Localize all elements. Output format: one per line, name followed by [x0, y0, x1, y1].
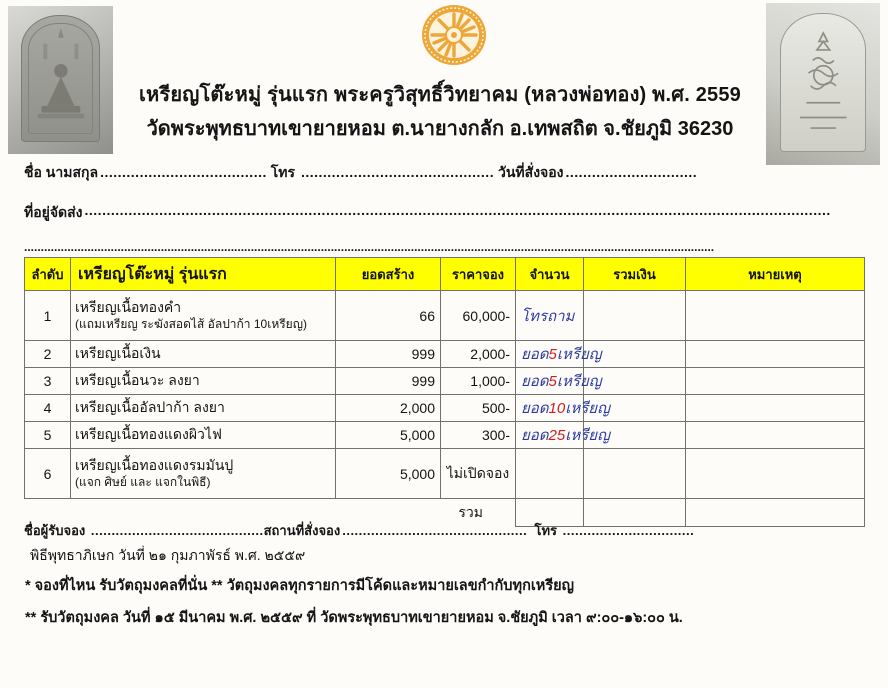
col-header-no: ลำดับ	[25, 258, 71, 291]
reserve-price: 60,000-	[441, 291, 516, 341]
seated-monk-figure	[22, 16, 100, 141]
address-fill-field-line2: ...............................................................................................................................................................................................................	[24, 240, 715, 254]
made-count: 999	[336, 341, 441, 368]
reserve-price: ไม่เปิดจอง	[441, 449, 516, 499]
quantity-note	[516, 291, 584, 341]
table-header-row	[25, 258, 865, 291]
order-place-label: สถานที่สั่งจอง	[263, 523, 341, 538]
reserve-price: 2,000-	[441, 341, 516, 368]
qty-unit: เหรียญ	[565, 427, 610, 444]
receiver-phone-fill-field: ................................	[562, 523, 695, 538]
total-money-cell	[584, 291, 686, 341]
quantity-note	[516, 341, 602, 368]
quantity-note	[516, 449, 584, 499]
made-count: 66	[336, 291, 441, 341]
table-row	[25, 341, 865, 368]
qty-text: ยอด	[521, 373, 549, 390]
col-header-qty: จำนวน	[516, 258, 584, 291]
name-label: ชื่อ นามสกุล	[24, 164, 99, 180]
amulet-back-photo	[766, 3, 880, 165]
table-row	[25, 368, 865, 395]
phone-label: โทร	[270, 164, 296, 180]
item-name: เหรียญเนื้ออัลปาก้า ลงยา	[71, 395, 336, 422]
made-count: 999	[336, 368, 441, 395]
footnote-pickup-date: ** รับวัตถุมงคล วันที่ ๑๕ มีนาคม พ.ศ. ๒๕๕๙ ที่ วัดพระพุทธบาทเขายายหอม จ.ชัยภูมิ เวลา ๙:๐๐-๑๖:๐๐ น.	[25, 610, 683, 626]
row-number: 6	[25, 449, 71, 499]
item-name-main: เหรียญเนื้อทองคำ	[75, 299, 182, 316]
order-date-label: วันที่สั่งจอง	[497, 164, 564, 180]
made-count: 5,000	[336, 449, 441, 499]
remark-cell	[686, 422, 865, 449]
dharma-wheel-icon	[421, 3, 487, 67]
made-count: 2,000	[336, 395, 441, 422]
col-header-price: ราคาจอง	[441, 258, 516, 291]
row-number: 3	[25, 368, 71, 395]
total-money-cell	[584, 449, 686, 499]
item-name-sub: (แจก ศิษย์ และ แจกในพิธี)	[75, 474, 211, 489]
row-number: 2	[25, 341, 71, 368]
qty-number: 5	[548, 346, 557, 363]
name-fill-field: ......................................	[100, 164, 267, 180]
qty-number: 10	[548, 400, 566, 417]
remark-cell	[686, 449, 865, 499]
total-label: รวม	[25, 499, 516, 527]
col-header-total: รวมเงิน	[584, 258, 686, 291]
phone-fill-field: ............................................	[300, 164, 495, 180]
receiver-label: ชื่อผู้รับจอง	[24, 523, 86, 538]
remark-cell	[686, 368, 865, 395]
item-name: เหรียญเนื้อนวะ ลงยา	[71, 368, 336, 395]
col-header-remark: หมายเหตุ	[686, 258, 865, 291]
address-fill-field: ..........................................................................................................................................................................	[84, 202, 831, 218]
quantity-note	[516, 395, 610, 422]
receiver-line	[24, 520, 866, 541]
remark-cell	[686, 341, 865, 368]
consecration-ceremony-line: พิธีพุทธาภิเษก วันที่ ๒๑ กุมภาพัรธ์ พ.ศ. ๒๕๕๙	[30, 547, 306, 563]
row-number: 1	[25, 291, 71, 341]
order-place-fill-field: .............................................	[342, 523, 528, 538]
qty-number: 25	[548, 427, 566, 444]
address-label: ที่อยู่จัดส่ง	[24, 204, 83, 220]
reserve-price: 1,000-	[441, 368, 516, 395]
order-date-fill-field: ..............................	[565, 164, 698, 180]
name-phone-date-line	[24, 162, 866, 184]
amulet-front-photo	[8, 6, 113, 154]
document-title-line2: วัดพระพุทธบาทเขายายหอม ต.นายางกลัก อ.เทพสถิต จ.ชัยภูมิ 36230	[146, 118, 734, 140]
col-header-item: เหรียญโต๊ะหมู่ รุ่นแรก	[71, 258, 336, 291]
item-name: เหรียญเนื้อทองแดงผิวไฟ	[71, 422, 336, 449]
row-number: 5	[25, 422, 71, 449]
shipping-address-line	[24, 202, 866, 224]
row-number: 4	[25, 395, 71, 422]
amulet-front-plaque	[21, 15, 101, 142]
order-table	[24, 257, 865, 527]
item-name	[71, 291, 336, 341]
qty-unit: เหรียญ	[556, 373, 602, 390]
document-title-line1: เหรียญโต๊ะหมู่ รุ่นแรก พระครูวิสุทธิ์วิทยาคม (หลวงพ่อทอง) พ.ศ. 2559	[138, 84, 742, 106]
footnote-pickup-rule: * จองที่ไหน รับวัตถุมงคลที่นั่น ** วัตถุมงคลทุกรายการมีโค้ดและหมายเลขกำกับทุกเหรียญ	[25, 578, 575, 594]
qty-text: ยอด	[521, 346, 549, 363]
qty-text: ยอด	[521, 427, 549, 444]
table-row	[25, 449, 865, 499]
qty-unit: เหรียญ	[556, 346, 602, 363]
table-row	[25, 395, 865, 422]
receiver-phone-label: โทร	[534, 523, 558, 538]
made-count: 5,000	[336, 422, 441, 449]
quantity-note	[516, 368, 602, 395]
table-row	[25, 422, 865, 449]
item-name	[71, 449, 336, 499]
item-name: เหรียญเนื้อเงิน	[71, 341, 336, 368]
col-header-made: ยอดสร้าง	[336, 258, 441, 291]
receiver-fill-field: ..........................................	[90, 523, 264, 538]
quantity-note	[516, 422, 610, 449]
qty-unit: เหรียญ	[565, 400, 610, 417]
qty-text: ยอด	[521, 400, 549, 417]
qty-number: 5	[548, 373, 557, 390]
item-name-main: เหรียญเนื้อทองแดงรมมันปู	[75, 457, 234, 474]
remark-cell	[686, 291, 865, 341]
reserve-price: 300-	[441, 422, 516, 449]
remark-cell	[686, 395, 865, 422]
reserve-price: 500-	[441, 395, 516, 422]
table-row	[25, 291, 865, 341]
amulet-back-plaque	[780, 13, 867, 152]
item-name-sub: (แถมเหรียญ ระฆังสอดไส้ อัลปาก้า 10เหรียญ)	[75, 316, 307, 331]
yantra-inscription	[781, 14, 866, 151]
qty-text: โทรถาม	[521, 307, 575, 325]
